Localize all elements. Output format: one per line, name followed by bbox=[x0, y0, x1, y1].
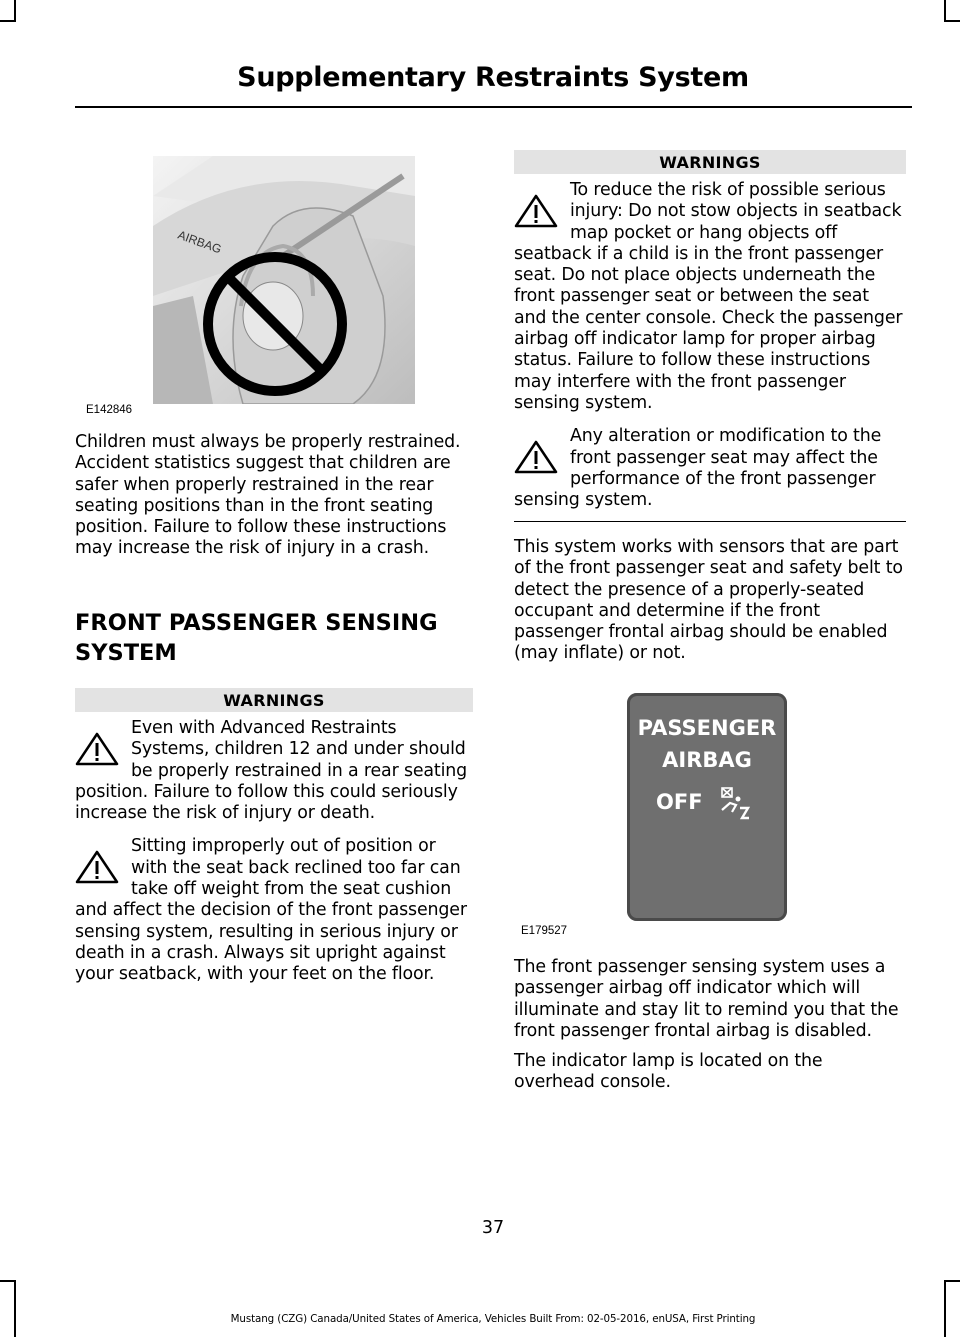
page-title: Supplementary Restraints System bbox=[237, 62, 749, 93]
airbag-off-icon bbox=[718, 786, 754, 820]
warning-item bbox=[514, 426, 906, 511]
body-paragraph: The indicator lamp is located on the overhead console. bbox=[514, 1051, 823, 1093]
warnings-header: WARNINGS bbox=[75, 688, 473, 712]
page-number: 37 bbox=[481, 1218, 505, 1238]
figure-id: E179527 bbox=[521, 925, 568, 937]
figure-id: E142846 bbox=[86, 404, 133, 416]
warning-item bbox=[75, 836, 473, 985]
header-rule bbox=[75, 106, 912, 108]
crop-mark bbox=[944, 20, 960, 22]
crop-mark bbox=[0, 1280, 16, 1282]
warning-triangle-icon bbox=[75, 718, 125, 762]
warning-item bbox=[75, 718, 473, 824]
crop-mark bbox=[944, 0, 946, 20]
section-heading bbox=[75, 608, 473, 668]
page-footer: Mustang (CZG) Canada/United States of America, Vehicles Built From: 02-05-2016, enUSA, First Printing bbox=[230, 1313, 756, 1325]
figure-airbag-label: AIRBAG bbox=[175, 227, 224, 257]
intro-paragraph: Children must always be properly restrained. Accident statistics suggest that children are safer when properly restrained in the rear seating positions than in the front seating position. Failure to follow these instructions may increase the risk of injury in a crash. bbox=[75, 432, 461, 559]
warning-triangle-icon bbox=[75, 836, 125, 880]
lamp-text-airbag: AIRBAG bbox=[662, 748, 752, 772]
lamp-text-passenger: PASSENGER bbox=[637, 716, 777, 740]
body-paragraph: This system works with sensors that are part of the front passenger seat and safety belt to detect the presence of a properly-seated occupant and determine if the front passenger frontal airbag should be enabled (may inflate) or not. bbox=[514, 537, 903, 664]
warning-triangle-icon bbox=[514, 180, 564, 224]
warnings-header: WARNINGS bbox=[514, 150, 906, 174]
crop-mark bbox=[0, 20, 16, 22]
child-seat-figure bbox=[153, 156, 415, 404]
crop-mark bbox=[14, 1280, 16, 1337]
warnings-end-rule bbox=[514, 521, 906, 522]
crop-mark bbox=[14, 0, 16, 20]
section-heading-line: SYSTEM bbox=[75, 640, 177, 666]
body-paragraph: The front passenger sensing system uses a passenger airbag off indicator which will illuminate and stay lit to remind you that the front passenger frontal airbag is disabled. bbox=[514, 957, 899, 1041]
warning-text: Even with Advanced Restraints Systems, children 12 and under should be properly restrained in a rear seating position. Failure to follow this could seriously increase the risk of injury or death. bbox=[75, 718, 468, 824]
crop-mark bbox=[944, 1280, 946, 1337]
warning-text: To reduce the risk of possible serious injury: Do not stow objects in seatback map pocket or hang objects off seatback if a child is in the front passenger seat. Do not place objects underneath the front passenger seat or between the seat and the center console. Check the passenger airbag off indicator lamp for proper airbag status. Failure to follow these instructions may interfere with the front passenger sensing system. bbox=[514, 180, 903, 413]
section-heading-line: FRONT PASSENGER SENSING bbox=[75, 610, 438, 636]
warning-item bbox=[514, 180, 906, 414]
warning-triangle-icon bbox=[514, 426, 564, 470]
airbag-off-lamp-figure bbox=[624, 690, 790, 924]
child-seat-illustration bbox=[153, 156, 415, 404]
warning-text: Any alteration or modification to the front passenger seat may affect the performance of the front passenger sensing system. bbox=[514, 426, 882, 511]
lamp-text-off: OFF bbox=[656, 790, 703, 814]
crop-mark bbox=[944, 1280, 960, 1282]
warning-text: Sitting improperly out of position or with the seat back reclined too far can take off weight from the seat cushion and affect the decision of the front passenger sensing system, resulting in serious injury or death in a crash. Always sit upright against your seatback, with your feet on the floor. bbox=[75, 836, 467, 985]
